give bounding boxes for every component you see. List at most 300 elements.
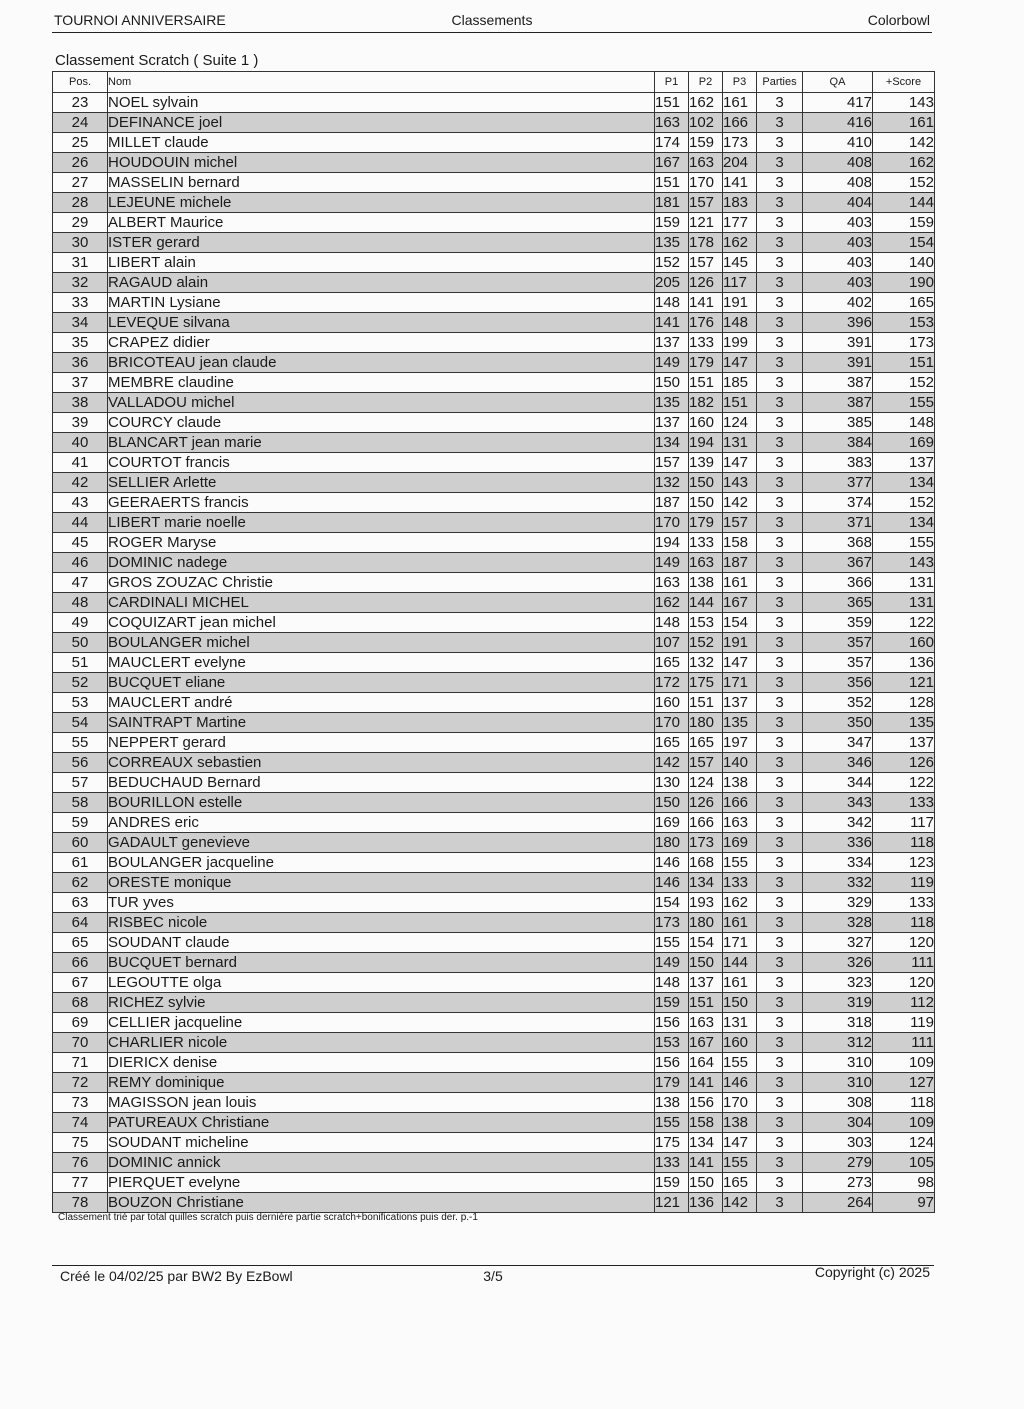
cell-p1: 153: [655, 1033, 689, 1053]
cell-p1: 159: [655, 993, 689, 1013]
section-title: Classement Scratch ( Suite 1 ): [55, 52, 259, 69]
cell-p1: 163: [655, 113, 689, 133]
cell-name: REMY dominique: [108, 1073, 655, 1093]
cell-qa: 387: [803, 393, 873, 413]
cell-p2: 193: [689, 893, 723, 913]
table-row: [53, 473, 935, 493]
cell-score: 152: [873, 373, 935, 393]
cell-pos: 75: [53, 1133, 108, 1153]
cell-qa: 367: [803, 553, 873, 573]
cell-name: BOULANGER michel: [108, 633, 655, 653]
cell-parties: 3: [757, 353, 803, 373]
cell-qa: 279: [803, 1153, 873, 1173]
cell-p2: 151: [689, 993, 723, 1013]
cell-parties: 3: [757, 953, 803, 973]
cell-name: LEGOUTTE olga: [108, 973, 655, 993]
table-row: [53, 153, 935, 173]
cell-score: 160: [873, 633, 935, 653]
cell-qa: 377: [803, 473, 873, 493]
cell-score: 143: [873, 93, 935, 113]
cell-p1: 149: [655, 553, 689, 573]
cell-p1: 157: [655, 453, 689, 473]
cell-p3: 133: [723, 873, 757, 893]
cell-p2: 133: [689, 533, 723, 553]
cell-p2: 158: [689, 1113, 723, 1133]
cell-qa: 323: [803, 973, 873, 993]
cell-p2: 141: [689, 293, 723, 313]
cell-pos: 39: [53, 413, 108, 433]
cell-name: COURCY claude: [108, 413, 655, 433]
cell-parties: 3: [757, 933, 803, 953]
cell-p3: 170: [723, 1093, 757, 1113]
cell-score: 121: [873, 673, 935, 693]
cell-parties: 3: [757, 253, 803, 273]
table-row: [53, 1093, 935, 1113]
cell-score: 131: [873, 573, 935, 593]
cell-score: 134: [873, 473, 935, 493]
cell-p2: 175: [689, 673, 723, 693]
ranking-table: [52, 71, 935, 1213]
cell-p1: 165: [655, 653, 689, 673]
cell-p3: 191: [723, 633, 757, 653]
cell-score: 140: [873, 253, 935, 273]
table-row: [53, 513, 935, 533]
cell-p2: 182: [689, 393, 723, 413]
table-row: [53, 493, 935, 513]
sort-footnote: Classement trié par total quilles scratch puis dernière partie scratch+bonifications puis der. p.-1: [58, 1212, 478, 1223]
cell-score: 133: [873, 893, 935, 913]
cell-parties: 3: [757, 713, 803, 733]
cell-score: 118: [873, 1093, 935, 1113]
cell-p3: 143: [723, 473, 757, 493]
cell-parties: 3: [757, 993, 803, 1013]
table-row: [53, 413, 935, 433]
cell-p1: 160: [655, 693, 689, 713]
cell-qa: 357: [803, 653, 873, 673]
cell-name: SOUDANT micheline: [108, 1133, 655, 1153]
cell-p2: 162: [689, 93, 723, 113]
cell-pos: 74: [53, 1113, 108, 1133]
cell-p2: 138: [689, 573, 723, 593]
cell-p1: 170: [655, 713, 689, 733]
cell-name: MAUCLERT evelyne: [108, 653, 655, 673]
cell-score: 137: [873, 733, 935, 753]
cell-pos: 53: [53, 693, 108, 713]
cell-score: 112: [873, 993, 935, 1013]
table-row: [53, 1053, 935, 1073]
cell-p3: 162: [723, 233, 757, 253]
cell-p1: 137: [655, 413, 689, 433]
cell-p3: 131: [723, 433, 757, 453]
cell-name: CRAPEZ didier: [108, 333, 655, 353]
cell-p1: 156: [655, 1013, 689, 1033]
cell-score: 131: [873, 593, 935, 613]
cell-score: 97: [873, 1193, 935, 1213]
cell-p1: 162: [655, 593, 689, 613]
cell-pos: 26: [53, 153, 108, 173]
cell-qa: 312: [803, 1033, 873, 1053]
cell-name: HOUDOUIN michel: [108, 153, 655, 173]
cell-pos: 55: [53, 733, 108, 753]
cell-p1: 138: [655, 1093, 689, 1113]
cell-pos: 30: [53, 233, 108, 253]
cell-p2: 150: [689, 953, 723, 973]
cell-qa: 326: [803, 953, 873, 973]
cell-p3: 141: [723, 173, 757, 193]
cell-qa: 303: [803, 1133, 873, 1153]
cell-p2: 137: [689, 973, 723, 993]
cell-parties: 3: [757, 493, 803, 513]
cell-p2: 139: [689, 453, 723, 473]
cell-score: 155: [873, 393, 935, 413]
cell-pos: 45: [53, 533, 108, 553]
cell-p1: 146: [655, 873, 689, 893]
cell-qa: 304: [803, 1113, 873, 1133]
cell-pos: 31: [53, 253, 108, 273]
cell-qa: 344: [803, 773, 873, 793]
cell-p1: 173: [655, 913, 689, 933]
cell-parties: 3: [757, 1153, 803, 1173]
col-header-name: Nom: [108, 72, 655, 93]
cell-p3: 166: [723, 793, 757, 813]
cell-name: COQUIZART jean michel: [108, 613, 655, 633]
table-row: [53, 753, 935, 773]
cell-pos: 47: [53, 573, 108, 593]
cell-pos: 65: [53, 933, 108, 953]
cell-p2: 102: [689, 113, 723, 133]
cell-p1: 152: [655, 253, 689, 273]
cell-score: 127: [873, 1073, 935, 1093]
table-row: [53, 333, 935, 353]
cell-name: DEFINANCE joel: [108, 113, 655, 133]
cell-score: 169: [873, 433, 935, 453]
cell-p1: 141: [655, 313, 689, 333]
cell-score: 119: [873, 1013, 935, 1033]
ranking-body: [53, 93, 935, 1213]
cell-pos: 27: [53, 173, 108, 193]
cell-parties: 3: [757, 1193, 803, 1213]
cell-score: 98: [873, 1173, 935, 1193]
cell-p1: 130: [655, 773, 689, 793]
cell-name: BEDUCHAUD Bernard: [108, 773, 655, 793]
table-row: [53, 613, 935, 633]
cell-pos: 44: [53, 513, 108, 533]
cell-pos: 69: [53, 1013, 108, 1033]
cell-name: MAUCLERT andré: [108, 693, 655, 713]
cell-qa: 396: [803, 313, 873, 333]
cell-p2: 151: [689, 373, 723, 393]
cell-score: 152: [873, 493, 935, 513]
cell-parties: 3: [757, 293, 803, 313]
cell-pos: 36: [53, 353, 108, 373]
cell-p2: 167: [689, 1033, 723, 1053]
cell-p2: 160: [689, 413, 723, 433]
cell-pos: 25: [53, 133, 108, 153]
cell-name: ORESTE monique: [108, 873, 655, 893]
cell-qa: 356: [803, 673, 873, 693]
table-row: [53, 213, 935, 233]
table-row: [53, 793, 935, 813]
cell-p3: 137: [723, 693, 757, 713]
cell-p2: 141: [689, 1153, 723, 1173]
cell-qa: 310: [803, 1073, 873, 1093]
cell-p1: 205: [655, 273, 689, 293]
cell-qa: 365: [803, 593, 873, 613]
cell-score: 155: [873, 533, 935, 553]
cell-p1: 107: [655, 633, 689, 653]
cell-name: MARTIN Lysiane: [108, 293, 655, 313]
table-row: [53, 573, 935, 593]
cell-p3: 155: [723, 853, 757, 873]
cell-score: 109: [873, 1113, 935, 1133]
cell-parties: 3: [757, 333, 803, 353]
cell-p3: 142: [723, 493, 757, 513]
cell-parties: 3: [757, 1013, 803, 1033]
cell-name: CORREAUX sebastien: [108, 753, 655, 773]
cell-p1: 148: [655, 973, 689, 993]
cell-pos: 40: [53, 433, 108, 453]
col-header-qa: QA: [803, 72, 873, 93]
cell-p3: 142: [723, 1193, 757, 1213]
cell-p2: 157: [689, 753, 723, 773]
cell-qa: 359: [803, 613, 873, 633]
cell-qa: 404: [803, 193, 873, 213]
cell-score: 120: [873, 933, 935, 953]
cell-pos: 62: [53, 873, 108, 893]
cell-p1: 159: [655, 1173, 689, 1193]
cell-parties: 3: [757, 673, 803, 693]
table-row: [53, 653, 935, 673]
cell-p2: 126: [689, 793, 723, 813]
cell-parties: 3: [757, 553, 803, 573]
cell-p3: 158: [723, 533, 757, 553]
table-row: [53, 293, 935, 313]
cell-name: RICHEZ sylvie: [108, 993, 655, 1013]
cell-qa: 347: [803, 733, 873, 753]
cell-p2: 194: [689, 433, 723, 453]
cell-parties: 3: [757, 173, 803, 193]
cell-parties: 3: [757, 1053, 803, 1073]
cell-p3: 131: [723, 1013, 757, 1033]
cell-pos: 78: [53, 1193, 108, 1213]
cell-parties: 3: [757, 533, 803, 553]
table-row: [53, 93, 935, 113]
cell-p3: 161: [723, 93, 757, 113]
cell-score: 118: [873, 913, 935, 933]
cell-p2: 154: [689, 933, 723, 953]
cell-parties: 3: [757, 193, 803, 213]
cell-parties: 3: [757, 633, 803, 653]
cell-score: 119: [873, 873, 935, 893]
cell-p3: 151: [723, 393, 757, 413]
cell-name: ISTER gerard: [108, 233, 655, 253]
cell-p1: 167: [655, 153, 689, 173]
cell-qa: 273: [803, 1173, 873, 1193]
created-info: Créé le 04/02/25 par BW2 By EzBowl: [60, 1268, 293, 1284]
cell-p2: 150: [689, 1173, 723, 1193]
page-footer: [52, 1265, 934, 1286]
cell-p3: 147: [723, 653, 757, 673]
cell-name: LEJEUNE michele: [108, 193, 655, 213]
cell-p2: 157: [689, 193, 723, 213]
table-row: [53, 973, 935, 993]
cell-parties: 3: [757, 593, 803, 613]
table-row: [53, 1113, 935, 1133]
cell-name: ALBERT Maurice: [108, 213, 655, 233]
table-row: [53, 553, 935, 573]
cell-pos: 38: [53, 393, 108, 413]
cell-pos: 41: [53, 453, 108, 473]
cell-score: 137: [873, 453, 935, 473]
table-row: [53, 1193, 935, 1213]
cell-qa: 352: [803, 693, 873, 713]
cell-pos: 73: [53, 1093, 108, 1113]
cell-parties: 3: [757, 813, 803, 833]
cell-p2: 134: [689, 1133, 723, 1153]
cell-p1: 181: [655, 193, 689, 213]
cell-parties: 3: [757, 213, 803, 233]
cell-p3: 147: [723, 453, 757, 473]
cell-p1: 146: [655, 853, 689, 873]
cell-score: 111: [873, 953, 935, 973]
cell-p2: 136: [689, 1193, 723, 1213]
table-row: [53, 853, 935, 873]
cell-p1: 156: [655, 1053, 689, 1073]
cell-p2: 168: [689, 853, 723, 873]
cell-p1: 172: [655, 673, 689, 693]
cell-p1: 132: [655, 473, 689, 493]
cell-p3: 157: [723, 513, 757, 533]
cell-parties: 3: [757, 133, 803, 153]
cell-parties: 3: [757, 393, 803, 413]
cell-score: 162: [873, 153, 935, 173]
cell-name: PIERQUET evelyne: [108, 1173, 655, 1193]
col-header-p1: P1: [655, 72, 689, 93]
cell-parties: 3: [757, 1033, 803, 1053]
cell-score: 151: [873, 353, 935, 373]
cell-p1: 150: [655, 793, 689, 813]
cell-p1: 194: [655, 533, 689, 553]
cell-parties: 3: [757, 653, 803, 673]
cell-p3: 147: [723, 1133, 757, 1153]
venue-name: Colorbowl: [867, 12, 930, 28]
table-row: [53, 913, 935, 933]
cell-pos: 59: [53, 813, 108, 833]
document-title: Classements: [451, 12, 533, 28]
cell-score: 153: [873, 313, 935, 333]
cell-pos: 32: [53, 273, 108, 293]
cell-p3: 117: [723, 273, 757, 293]
cell-p1: 187: [655, 493, 689, 513]
cell-p2: 121: [689, 213, 723, 233]
cell-p2: 124: [689, 773, 723, 793]
cell-p3: 147: [723, 353, 757, 373]
table-row: [53, 173, 935, 193]
cell-score: 152: [873, 173, 935, 193]
cell-qa: 319: [803, 993, 873, 1013]
cell-name: CARDINALI MICHEL: [108, 593, 655, 613]
cell-score: 165: [873, 293, 935, 313]
cell-name: GADAULT genevieve: [108, 833, 655, 853]
cell-name: BOURILLON estelle: [108, 793, 655, 813]
cell-pos: 57: [53, 773, 108, 793]
table-row: [53, 813, 935, 833]
cell-p3: 191: [723, 293, 757, 313]
cell-name: DIERICX denise: [108, 1053, 655, 1073]
cell-name: BOULANGER jacqueline: [108, 853, 655, 873]
cell-score: 117: [873, 813, 935, 833]
cell-p2: 164: [689, 1053, 723, 1073]
cell-p3: 167: [723, 593, 757, 613]
tournament-name: TOURNOI ANNIVERSAIRE: [54, 12, 226, 28]
cell-pos: 61: [53, 853, 108, 873]
cell-parties: 3: [757, 1133, 803, 1153]
table-row: [53, 733, 935, 753]
col-header-score: +Score: [873, 72, 935, 93]
cell-pos: 63: [53, 893, 108, 913]
cell-qa: 417: [803, 93, 873, 113]
cell-p2: 173: [689, 833, 723, 853]
cell-qa: 329: [803, 893, 873, 913]
cell-name: VALLADOU michel: [108, 393, 655, 413]
cell-p2: 176: [689, 313, 723, 333]
cell-p1: 154: [655, 893, 689, 913]
cell-p3: 197: [723, 733, 757, 753]
cell-p1: 175: [655, 1133, 689, 1153]
cell-p2: 134: [689, 873, 723, 893]
cell-parties: 3: [757, 613, 803, 633]
cell-qa: 368: [803, 533, 873, 553]
cell-name: CELLIER jacqueline: [108, 1013, 655, 1033]
cell-p3: 155: [723, 1053, 757, 1073]
cell-p2: 126: [689, 273, 723, 293]
cell-p3: 163: [723, 813, 757, 833]
cell-p3: 161: [723, 973, 757, 993]
cell-p1: 155: [655, 933, 689, 953]
cell-p3: 145: [723, 253, 757, 273]
cell-p3: 135: [723, 713, 757, 733]
cell-p2: 150: [689, 473, 723, 493]
cell-p2: 163: [689, 553, 723, 573]
table-row: [53, 1153, 935, 1173]
cell-name: BUCQUET bernard: [108, 953, 655, 973]
cell-parties: 3: [757, 453, 803, 473]
cell-pos: 24: [53, 113, 108, 133]
cell-qa: 410: [803, 133, 873, 153]
col-header-pos: Pos.: [53, 72, 108, 93]
table-row: [53, 313, 935, 333]
cell-p1: 134: [655, 433, 689, 453]
cell-p1: 121: [655, 1193, 689, 1213]
cell-pos: 72: [53, 1073, 108, 1093]
table-row: [53, 773, 935, 793]
cell-qa: 384: [803, 433, 873, 453]
cell-name: DOMINIC nadege: [108, 553, 655, 573]
cell-p1: 174: [655, 133, 689, 153]
cell-score: 135: [873, 713, 935, 733]
cell-name: LEVEQUE silvana: [108, 313, 655, 333]
cell-p2: 132: [689, 653, 723, 673]
cell-p2: 180: [689, 913, 723, 933]
cell-p1: 179: [655, 1073, 689, 1093]
cell-pos: 42: [53, 473, 108, 493]
cell-parties: 3: [757, 1093, 803, 1113]
cell-pos: 49: [53, 613, 108, 633]
cell-qa: 336: [803, 833, 873, 853]
cell-p2: 165: [689, 733, 723, 753]
cell-p1: 133: [655, 1153, 689, 1173]
cell-p3: 165: [723, 1173, 757, 1193]
